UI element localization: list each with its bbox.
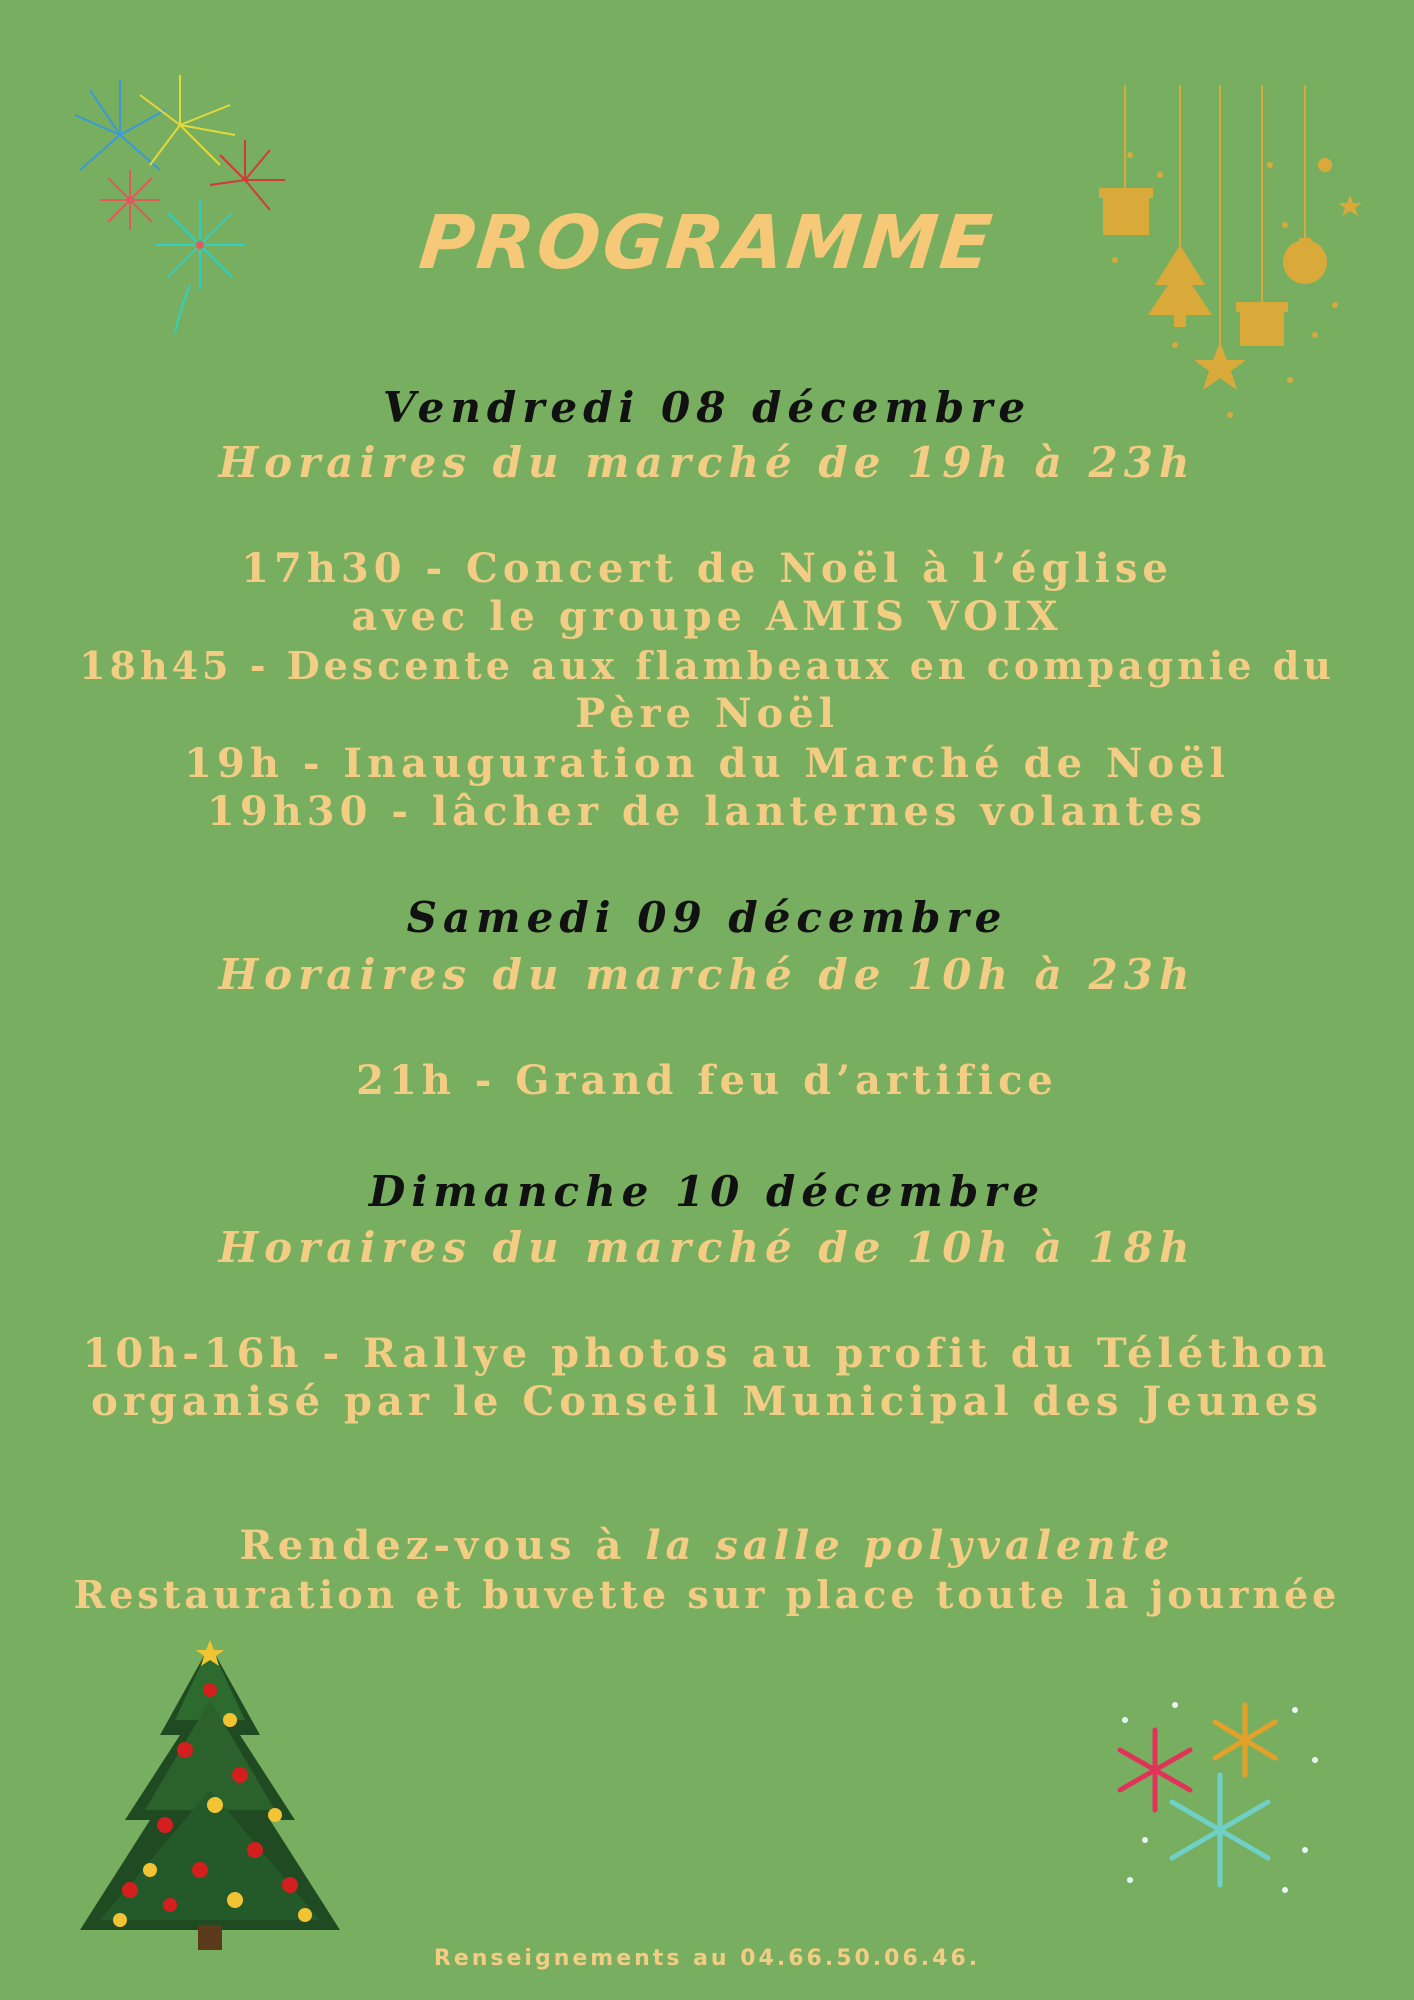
event-line: Père Noël [575, 690, 839, 737]
event-line: 19h - Inauguration du Marché de Noël [184, 740, 1230, 787]
contact-footer: Renseignements au 04.66.50.06.46. [433, 1946, 981, 1971]
christmas-tree-icon [60, 1640, 360, 1960]
event-line: 21h - Grand feu d’artifice [356, 1057, 1058, 1104]
meeting-place-name: la salle polyvalente [645, 1522, 1175, 1569]
snowflakes-icon [1115, 1700, 1335, 1900]
food-info: Restauration et buvette sur place toute la journée [73, 1572, 1341, 1617]
meeting-place-prefix: Rendez-vous à [239, 1522, 646, 1569]
market-hours-saturday: Horaires du marché de 10h à 23h [218, 950, 1196, 999]
event-line: organisé par le Conseil Municipal des Jeunes [91, 1378, 1323, 1425]
meeting-place [0, 1522, 1414, 1569]
page-title: PROGRAMME [415, 200, 999, 286]
event-line: 17h30 - Concert de Noël à l’église [241, 545, 1173, 592]
event-line: 19h30 - lâcher de lanternes volantes [207, 788, 1207, 835]
event-line: 10h-16h - Rallye photos au profit du Téléthon [82, 1330, 1332, 1377]
day-heading-sunday: Dimanche 10 décembre [368, 1167, 1046, 1216]
day-heading-friday: Vendredi 08 décembre [382, 383, 1032, 432]
event-line: avec le groupe AMIS VOIX [351, 593, 1063, 640]
event-line: 18h45 - Descente aux flambeaux en compagnie du [79, 643, 1335, 688]
market-hours-sunday: Horaires du marché de 10h à 18h [218, 1223, 1196, 1272]
day-heading-saturday: Samedi 09 décembre [406, 893, 1008, 942]
market-hours-friday: Horaires du marché de 19h à 23h [218, 438, 1196, 487]
